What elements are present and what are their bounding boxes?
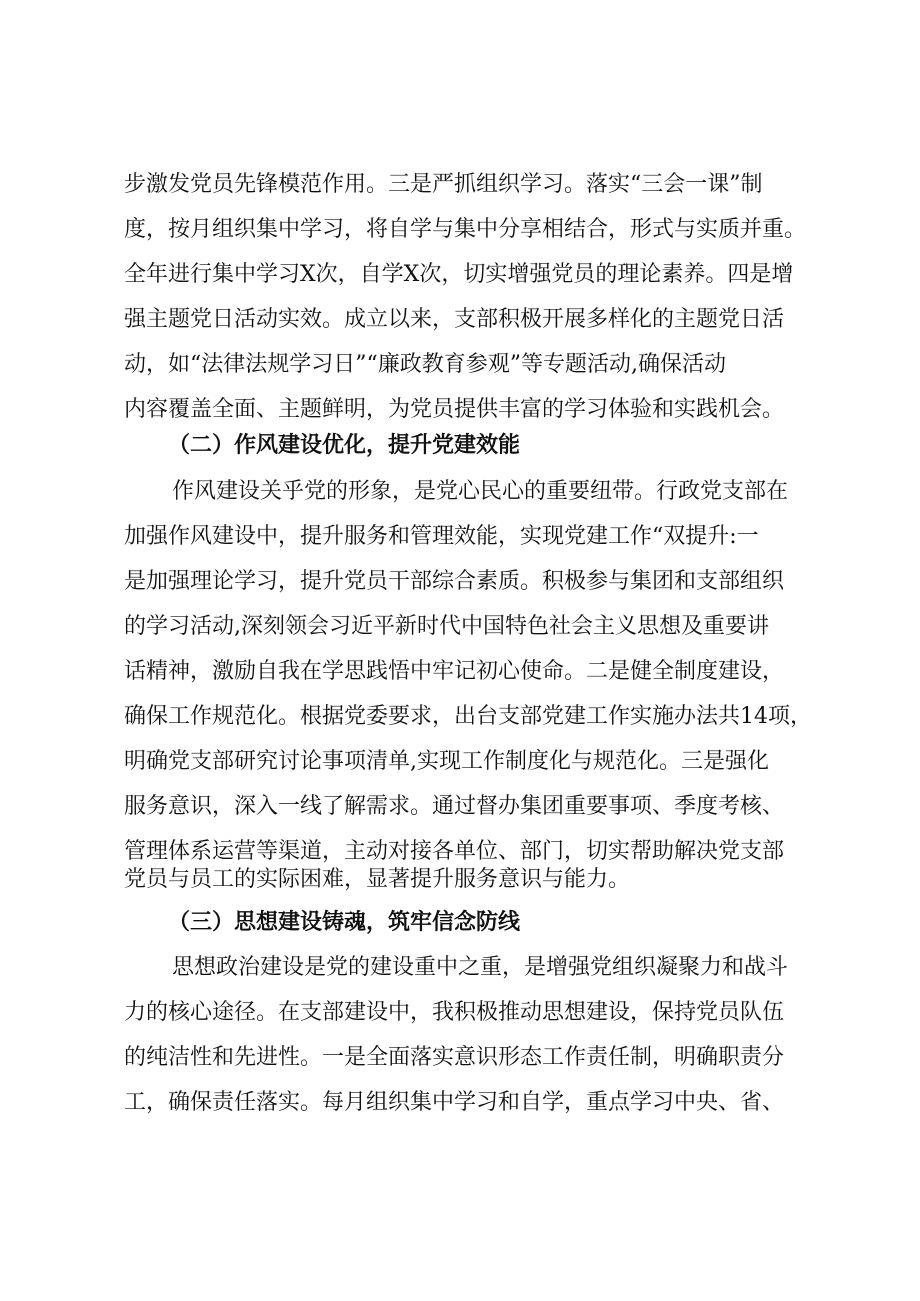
paragraph-line — [0, 697, 920, 737]
paragraph-2-line-4: 的学习活动,深刻领会习近平新时代中国特色社会主义思想及重要讲 — [124, 614, 769, 639]
paragraph-line — [0, 165, 920, 205]
paragraph-2-line-1: 作风建设关乎党的形象，是党心民心的重要纽带。行政党支部在 — [172, 479, 789, 504]
section-heading-2: （二）作风建设优化，提升党建效能 — [168, 432, 521, 458]
paragraph-2-line-3: 是加强理论学习，提升党员干部综合素质。积极参与集团和支部组织 — [124, 569, 785, 594]
paragraph-3-line-2: 力的核心途径。在支部建设中，我积极推动思想建设，保持党员队伍 — [124, 1000, 785, 1025]
paragraph-line — [0, 300, 920, 340]
paragraph-line — [0, 210, 920, 250]
paragraph-2-line-8: 服务意识，深入一线了解需求。通过督办集团重要事项、季度考核、 — [124, 794, 785, 819]
paragraph-2-line-7: 明确党支部研究讨论事项清单,实现工作制度化与规范化。三是强化 — [124, 749, 769, 774]
paragraph-line — [0, 652, 920, 692]
paragraph-1-line-3: 全年进行集中学习X次，自学X次，切实增强党员的理论素养。四是增 — [124, 262, 794, 287]
paragraph-2-line-2: 加强作风建设中，提升服务和管理效能，实现党建工作“双提升:一 — [124, 524, 759, 549]
paragraph-1-line-4: 强主题党日活动实效。成立以来，支部积极开展多样化的主题党日活 — [124, 307, 785, 332]
paragraph-1-line-1: 步激发党员先锋模范作用。三是严抓组织学习。落实“三会一课”制 — [124, 172, 763, 197]
section-heading — [0, 902, 920, 942]
paragraph-1-line-5: 动，如“法律法规学习日”“廉政教育参观”等专题活动,确保活动 — [124, 352, 726, 377]
paragraph-line — [0, 345, 920, 385]
paragraph-line — [0, 742, 920, 782]
paragraph-line — [0, 607, 920, 647]
paragraph-2-line-6: 确保工作规范化。根据党委要求，出台支部党建工作实施办法共14项， — [124, 704, 812, 729]
section-heading-3: （三）思想建设铸魂，筑牢信念防线 — [168, 909, 521, 935]
paragraph-2-line-10: 党员与员工的实际困难，显著提升服务意识与能力。 — [124, 867, 631, 892]
paragraph-1-line-2: 度，按月组织集中学习，将自学与集中分享相结合，形式与实质并重。 — [124, 217, 807, 242]
paragraph-line — [0, 517, 920, 557]
paragraph-line — [0, 255, 920, 295]
paragraph-line — [0, 1083, 920, 1123]
paragraph-line — [0, 472, 920, 512]
section-heading — [0, 425, 920, 465]
paragraph-line — [0, 948, 920, 988]
paragraph-line — [0, 1038, 920, 1078]
paragraph-2-line-5: 话精神，激励自我在学思践悟中牢记初心使命。二是健全制度建设， — [124, 659, 785, 684]
paragraph-1-line-6: 内容覆盖全面、主题鲜明，为党员提供丰富的学习体验和实践机会。 — [124, 397, 785, 422]
paragraph-line — [0, 562, 920, 602]
paragraph-line — [0, 860, 920, 900]
paragraph-line — [0, 993, 920, 1033]
paragraph-line — [0, 787, 920, 827]
paragraph-3-line-3: 的纯洁性和先进性。一是全面落实意识形态工作责任制，明确职责分 — [124, 1045, 785, 1070]
paragraph-3-line-4: 工，确保责任落实。每月组织集中学习和自学，重点学习中央、省、 — [124, 1090, 785, 1115]
paragraph-line — [0, 390, 920, 430]
paragraph-3-line-1: 思想政治建设是党的建设重中之重，是增强党组织凝聚力和战斗 — [172, 955, 789, 980]
paragraph-2-line-9: 管理体系运营等渠道，主动对接各单位、部门，切实帮助解决党支部 — [124, 839, 785, 864]
